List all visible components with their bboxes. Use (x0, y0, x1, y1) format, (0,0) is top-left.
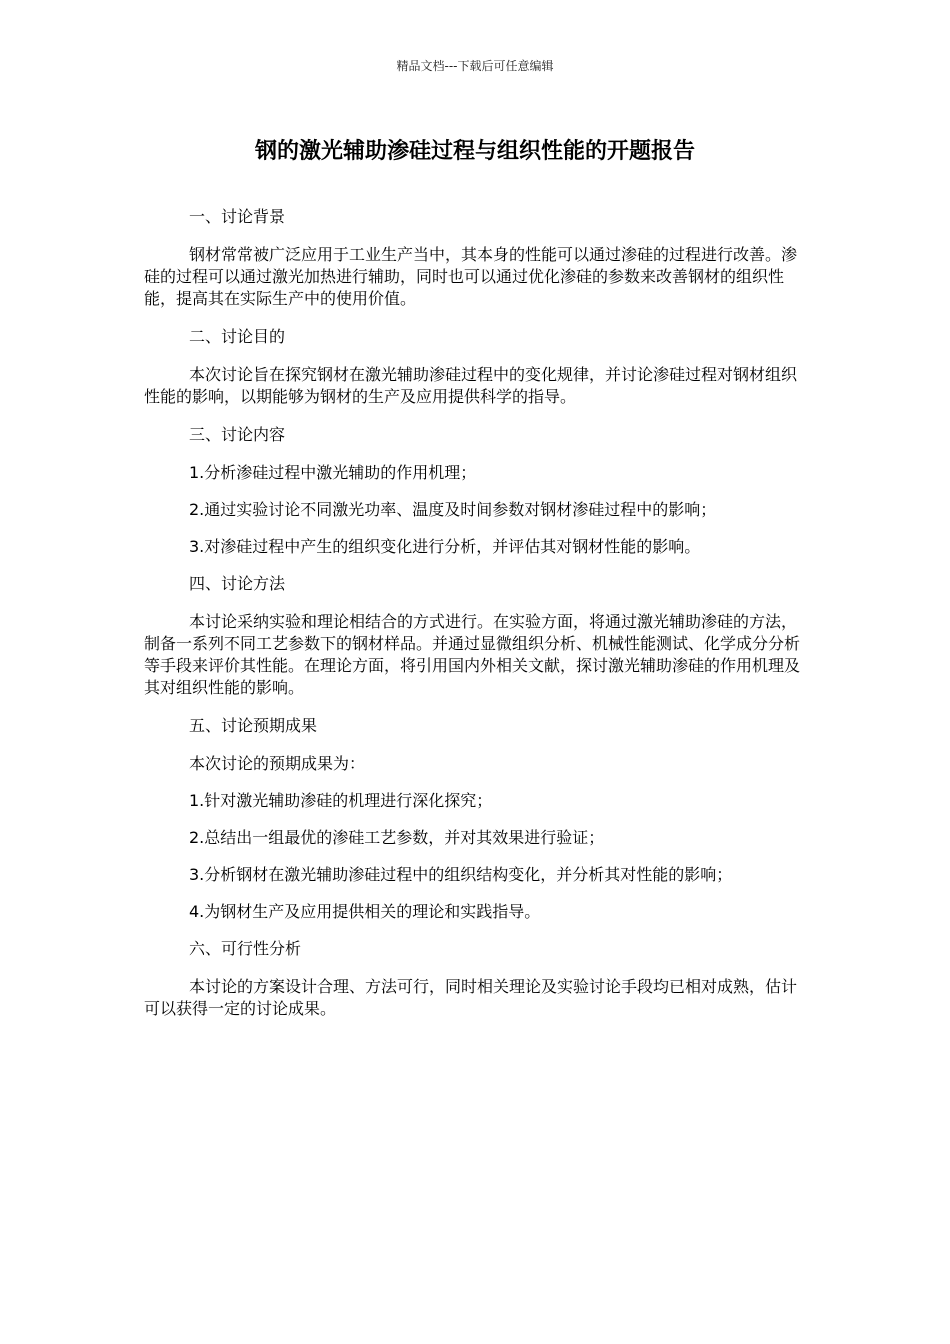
document-body (144, 206, 810, 1036)
section-heading-background: 一、讨论背景 (189, 207, 286, 226)
section-text-background: 钢材常常被广泛应用于工业生产当中，其本身的性能可以通过渗硅的过程进行改善。渗硅的过程可以通过激光加热进行辅助，同时也可以通过优化渗硅的参数来改善钢材的组织性能，提高其在实际生产中的使用价值。 (144, 245, 798, 308)
list-item: 1.针对激光辅助渗硅的机理进行深化探究； (189, 791, 493, 810)
list-item: 3.对渗硅过程中产生的组织变化进行分析，并评估其对钢材性能的影响。 (189, 537, 701, 556)
list-item: 3.分析钢材在激光辅助渗硅过程中的组织结构变化，并分析其对性能的影响； (189, 865, 733, 884)
section-heading-results: 五、讨论预期成果 (189, 716, 318, 735)
section-text-method: 本讨论采纳实验和理论相结合的方式进行。在实验方面，将通过激光辅助渗硅的方法，制备一系列不同工艺参数下的钢材样品。并通过显微组织分析、机械性能测试、化学成分分析等手段来评价其性能。在理论方面，将引用国内外相关文献，探讨激光辅助渗硅的作用机理及其对组织性能的影响。 (144, 612, 801, 697)
section-intro-results: 本次讨论的预期成果为： (189, 754, 366, 773)
section-heading-purpose: 二、讨论目的 (189, 327, 286, 346)
document-title: 钢的激光辅助渗硅过程与组织性能的开题报告 (254, 139, 695, 164)
section-heading-content: 三、讨论内容 (189, 425, 286, 444)
section-text-purpose: 本次讨论旨在探究钢材在激光辅助渗硅过程中的变化规律，并讨论渗硅过程对钢材组织性能的影响，以期能够为钢材的生产及应用提供科学的指导。 (144, 365, 798, 406)
page-header-note: 精品文档---下载后可任意编辑 (396, 59, 554, 73)
list-item: 2.通过实验讨论不同激光功率、温度及时间参数对钢材渗硅过程中的影响； (189, 500, 717, 519)
list-item: 4.为钢材生产及应用提供相关的理论和实践指导。 (189, 902, 541, 921)
list-item: 2.总结出一组最优的渗硅工艺参数，并对其效果进行验证； (189, 828, 605, 847)
list-item: 1.分析渗硅过程中激光辅助的作用机理； (189, 463, 477, 482)
section-heading-feasibility: 六、可行性分析 (189, 939, 302, 958)
section-heading-method: 四、讨论方法 (189, 574, 286, 593)
section-text-feasibility: 本讨论的方案设计合理、方法可行，同时相关理论及实验讨论手段均已相对成熟，估计可以获得一定的讨论成果。 (144, 977, 798, 1018)
